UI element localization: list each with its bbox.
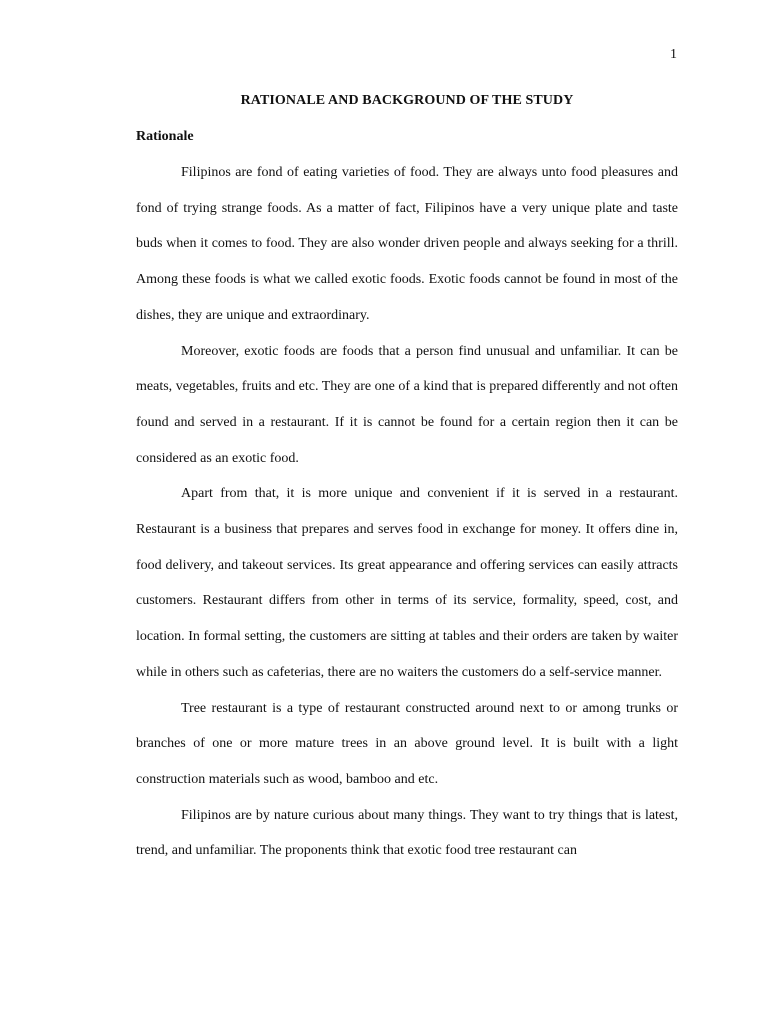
document-title: RATIONALE AND BACKGROUND OF THE STUDY bbox=[240, 93, 574, 108]
page-number: 1 bbox=[670, 47, 677, 62]
paragraph: Moreover, exotic foods are foods that a person find unusual and unfamiliar. It can be meats, vegetables, fruits and etc. They are one of a kind that is prepared differently and not often found and served in a restaurant. If it is cannot be found for a certain region then it can be considered as an exotic food. bbox=[136, 343, 678, 466]
paragraph: Tree restaurant is a type of restaurant constructed around next to or among trunks or branches of one or more mature trees in an above ground level. It is built with a light construction materials such as wood, bamboo and etc. bbox=[136, 700, 678, 787]
paragraph: Filipinos are fond of eating varieties of food. They are always unto food pleasures and fond of trying strange foods. As a matter of fact, Filipinos have a very unique plate and taste buds when it comes to food. They are also wonder driven people and always seeking for a thrill. Among these foods is what we called exotic foods. Exotic foods cannot be found in most of the dishes, they are unique and extraordinary. bbox=[136, 165, 678, 323]
paragraph: Apart from that, it is more unique and convenient if it is served in a restaurant. Restaurant is a business that prepares and serves food in exchange for money. It offers dine in, food delivery, and takeout services. Its great appearance and offering services can easily attracts customers. Restaurant differs from other in terms of its service, formality, speed, cost, and location. In formal setting, the customers are sitting at tables and their orders are taken by waiter while in others such as cafeterias, there are no waiters the customers do a self-service manner. bbox=[136, 486, 678, 680]
section-heading: Rationale bbox=[136, 129, 194, 144]
body-text bbox=[136, 155, 678, 869]
paragraph: Filipinos are by nature curious about many things. They want to try things that is latest, trend, and unfamiliar. The proponents think that exotic food tree restaurant can bbox=[136, 807, 678, 859]
